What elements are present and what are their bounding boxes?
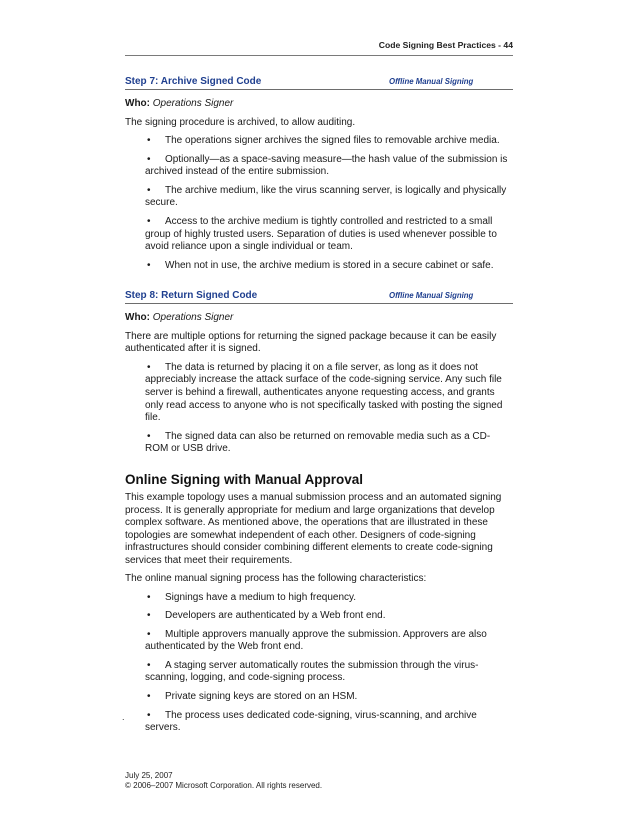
bullet-text: Signings have a medium to high frequency. [165,591,357,603]
list-item [145,154,513,179]
list-item [145,216,513,254]
page-header: Code Signing Best Practices - 44 [378,40,513,50]
footer-copyright: © 2006–2007 Microsoft Corporation. All rights reserved. [125,781,323,790]
list-item [145,629,513,654]
step-title: Step 8: Return Signed Code [125,290,258,302]
bullet-text: The archive medium, like the virus scanning server, is logically and physically secure. [145,184,507,209]
section-title: Online Signing with Manual Approval [125,472,364,487]
spacer [125,278,513,290]
section-paragraph: The online manual signing process has the following characteristics: [125,573,427,584]
bullet-text: The operations signer archives the signed files to removable archive media. [165,135,500,146]
bullet-text: Developers are authenticated by a Web front end. [165,610,386,622]
list-item [145,135,513,148]
bullet-icon: • [147,628,151,640]
bullet-icon: • [147,691,151,703]
section-paragraph: This example topology uses a manual submission process and an automated signing process. It is generally appropriate for medium and large organizations that develop complex software. As mentioned above, the operations that are illustrated in these topologies are somewhat independent of each other. Designers of code-signing infrastructures should consider combining different elements to create code-signing services that meet their requirements. [125,492,502,566]
bullet-text: A staging server automatically routes the submission through the virus-scanning, logging, and code-signing process. [145,659,479,684]
bullet-icon: • [147,153,151,165]
main-content [125,76,513,741]
step-8-heading [125,290,513,304]
bullet-text: When not in use, the archive medium is stored in a secure cabinet or safe. [165,259,494,271]
who-label: Who: [125,98,150,109]
step-tag: Offline Manual Signing [389,77,474,86]
who-line [125,312,513,325]
list-item [145,660,513,685]
step-intro: There are multiple options for returning the signed package because it can be easily authenticated after it is signed. [125,330,497,355]
bullet-text: Access to the archive medium is tightly controlled and restricted to a small group of highly trusted users. Separation of duties is used whenever possible to avoid reliance upon a single individual or team. [145,215,497,253]
bullet-text: The process uses dedicated code-signing, virus-scanning, and archive servers. [145,709,477,734]
step-7-heading [125,76,513,90]
page-footer [125,771,322,791]
bullet-text: Optionally—as a space-saving measure—the hash value of the submission is archived instead of the entire submission. [145,153,508,178]
list-item [145,691,513,704]
list-item [145,185,513,210]
step-8-bullets [125,362,513,456]
bullet-icon: • [147,135,151,146]
bullet-icon: • [147,259,151,271]
bullet-icon: • [147,184,151,196]
header-rule [125,55,513,56]
list-item [145,362,513,425]
bullet-text: Private signing keys are stored on an HSM. [165,691,358,703]
list-item [145,610,513,623]
bullet-text: The signed data can also be returned on removable media such as a CD-ROM or USB drive. [145,430,491,455]
bullet-text: The data is returned by placing it on a file server, as long as it does not appreciably increase the attack surface of the code-signing service. Any such file server is behind a firewall, authenticates anyone requesting access, and grants only read access to anyone who is not specifically tasked with posting the signed file. [145,361,503,424]
stray-mark: . [122,712,125,722]
bullet-icon: • [147,215,151,227]
list-item [145,710,513,735]
step-7-bullets [125,135,513,272]
step-tag: Offline Manual Signing [389,291,474,301]
who-line [125,98,513,111]
step-title: Step 7: Archive Signed Code [125,76,262,87]
footer-date: July 25, 2007 [125,771,173,780]
who-label: Who: [125,312,150,324]
bullet-icon: • [147,430,151,442]
who-value: Operations Signer [152,98,234,109]
bullet-text: Multiple approvers manually approve the submission. Approvers are also authenticated by the Web front end. [145,628,487,653]
step-intro: The signing procedure is archived, to allow auditing. [125,116,356,128]
bullet-icon: • [147,591,151,603]
list-item [145,260,513,273]
bullet-icon: • [147,361,151,373]
bullet-icon: • [147,610,151,622]
section-bullets [125,592,513,735]
who-value: Operations Signer [152,312,234,324]
list-item [145,592,513,605]
list-item [145,431,513,456]
bullet-icon: • [147,659,151,671]
bullet-icon: • [147,709,151,721]
